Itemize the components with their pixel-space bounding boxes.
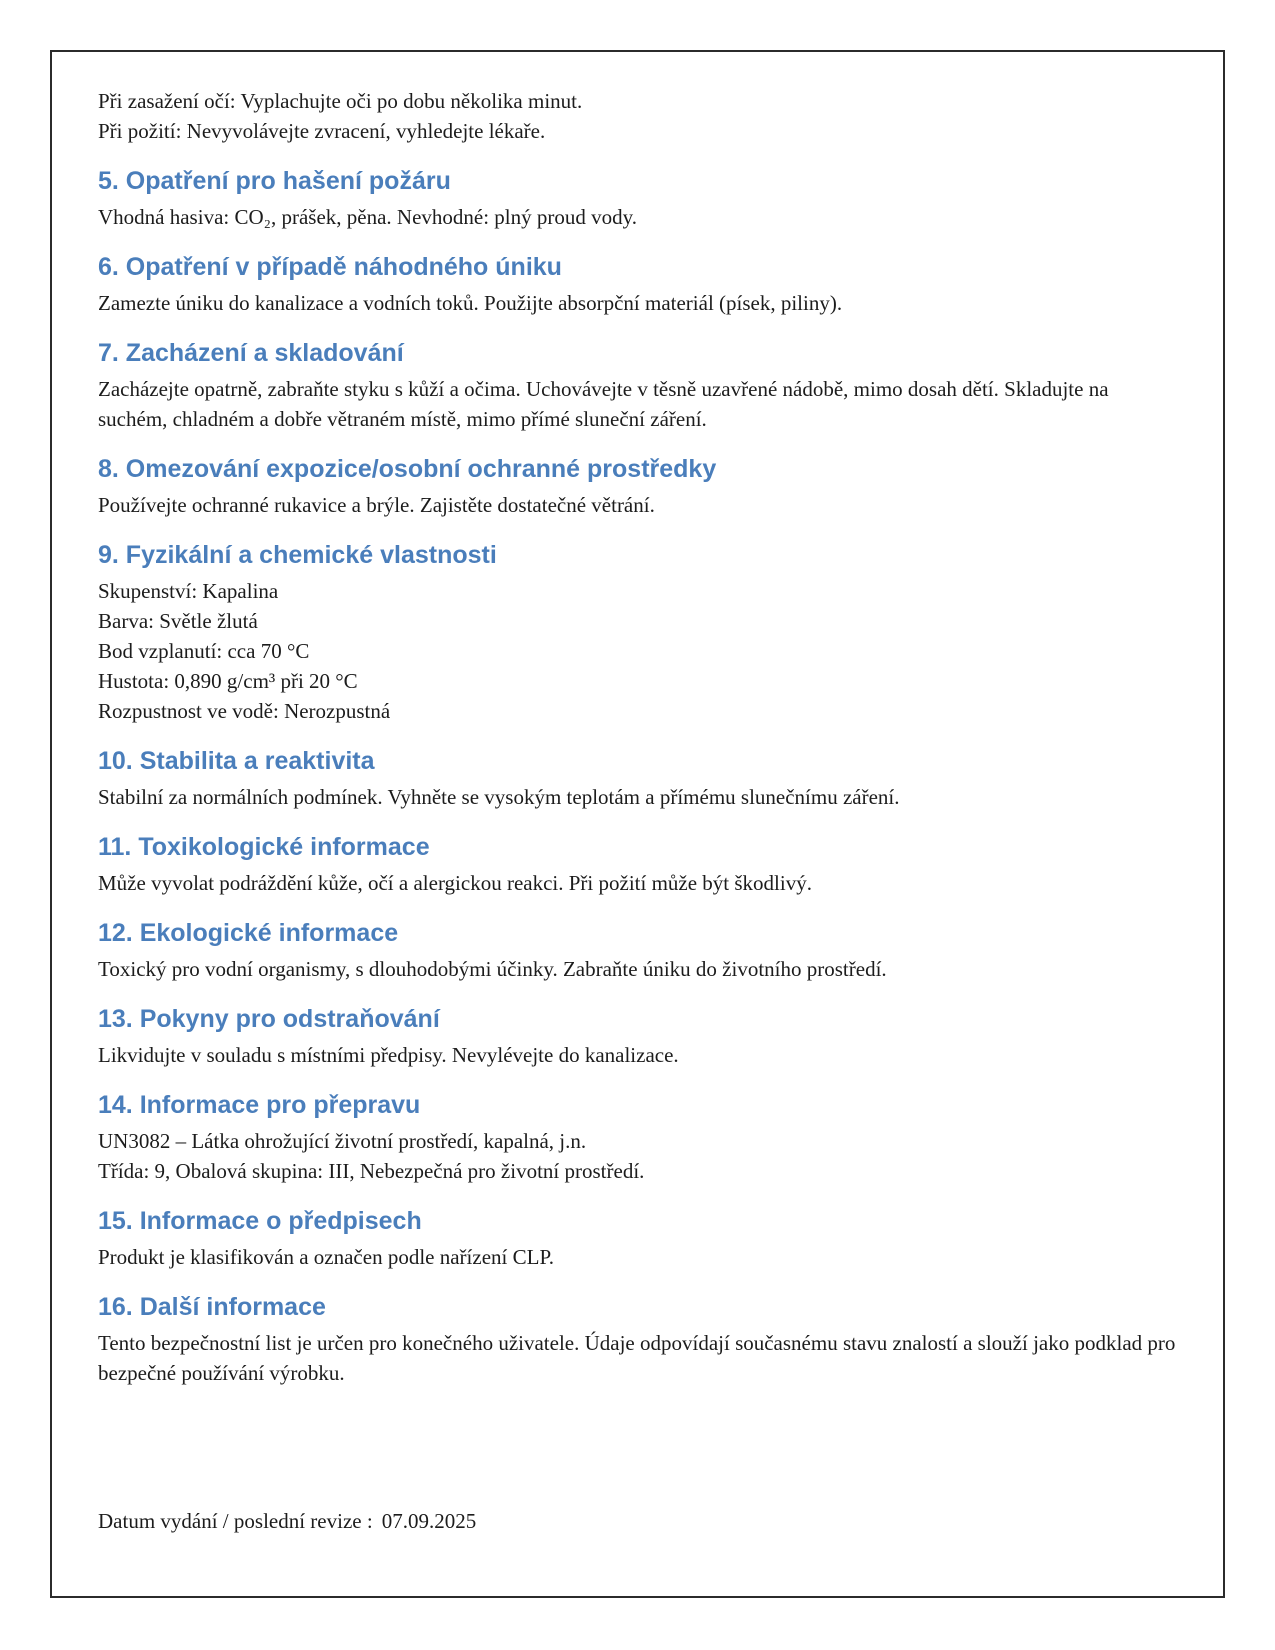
- section-heading-7: 7. Zacházení a skladování: [98, 339, 404, 367]
- issue-date-value: 07.09.2025: [381, 1509, 477, 1533]
- section-heading-14: 14. Informace pro přepravu: [98, 1091, 421, 1119]
- section-heading-6: 6. Opatření v případě náhodného úniku: [98, 253, 562, 281]
- issue-date-line: [98, 1506, 1177, 1536]
- issue-date-label: Datum vydání / poslední revize :: [98, 1509, 373, 1533]
- section-heading-15: 15. Informace o předpisech: [98, 1207, 422, 1235]
- property-color-line: Barva: Světle žlutá: [98, 609, 258, 633]
- section-heading-8: 8. Omezování expozice/osobní ochranné prostředky: [98, 455, 717, 483]
- section-paragraph: Toxický pro vodní organismy, s dlouhodobými účinky. Zabraňte úniku do životního prostředí.: [98, 957, 887, 981]
- first-aid-ingestion-line: Při požití: Nevyvolávejte zvracení, vyhledejte lékaře.: [98, 119, 546, 143]
- section-paragraph: Likvidujte v souladu s místními předpisy. Nevylévejte do kanalizace.: [98, 1043, 679, 1067]
- section-heading-13: 13. Pokyny pro odstraňování: [98, 1005, 440, 1033]
- transport-un-line: UN3082 – Látka ohrožující životní prostředí, kapalná, j.n.: [98, 1129, 587, 1153]
- section-paragraph: Produkt je klasifikován a označen podle nařízení CLP.: [98, 1245, 555, 1269]
- section-heading-11: 11. Toxikologické informace: [98, 833, 430, 861]
- property-density-line: Hustota: 0,890 g/cm³ při 20 °C: [98, 669, 358, 693]
- section-heading-10: 10. Stabilita a reaktivita: [98, 747, 375, 775]
- property-state-line: Skupenství: Kapalina: [98, 579, 279, 603]
- property-solubility-line: Rozpustnost ve vodě: Nerozpustná: [98, 699, 391, 723]
- section-paragraph: Může vyvolat podráždění kůže, očí a alergickou reakci. Při požití může být škodlivý.: [98, 871, 812, 895]
- page-border-frame: [50, 50, 1225, 1598]
- transport-class-line: Třída: 9, Obalová skupina: III, Nebezpečná pro životní prostředí.: [98, 1159, 645, 1183]
- section-paragraph: Stabilní za normálních podmínek. Vyhněte se vysokým teplotám a přímému slunečnímu záření.: [98, 785, 900, 809]
- section-paragraph: Vhodná hasiva: CO₂, prášek, pěna. Nevhodné: plný proud vody.: [98, 205, 638, 229]
- section-paragraph: Tento bezpečnostní list je určen pro konečného uživatele. Údaje odpovídají současnému stavu znalostí a slouží jako podklad pro bezpečné používání výrobku.: [98, 1331, 1176, 1385]
- section-paragraph: Zamezte úniku do kanalizace a vodních toků. Použijte absorpční materiál (písek, piliny).: [98, 291, 843, 315]
- section-heading-12: 12. Ekologické informace: [98, 919, 399, 947]
- first-aid-eyes-line: Při zasažení očí: Vyplachujte oči po dobu několika minut.: [98, 89, 583, 113]
- section-heading-9: 9. Fyzikální a chemické vlastnosti: [98, 541, 497, 569]
- section-heading-16: 16. Další informace: [98, 1293, 326, 1321]
- property-flashpoint-line: Bod vzplanutí: cca 70 °C: [98, 639, 310, 663]
- section-paragraph: Používejte ochranné rukavice a brýle. Zajistěte dostatečné větrání.: [98, 493, 655, 517]
- section-heading-5: 5. Opatření pro hašení požáru: [98, 167, 451, 195]
- section-paragraph: Zacházejte opatrně, zabraňte styku s kůží a očima. Uchovávejte v těsně uzavřené nádobě, mimo dosah dětí. Skladujte na suchém, chladném a dobře větraném místě, mimo přímé sluneční záření.: [98, 377, 1109, 431]
